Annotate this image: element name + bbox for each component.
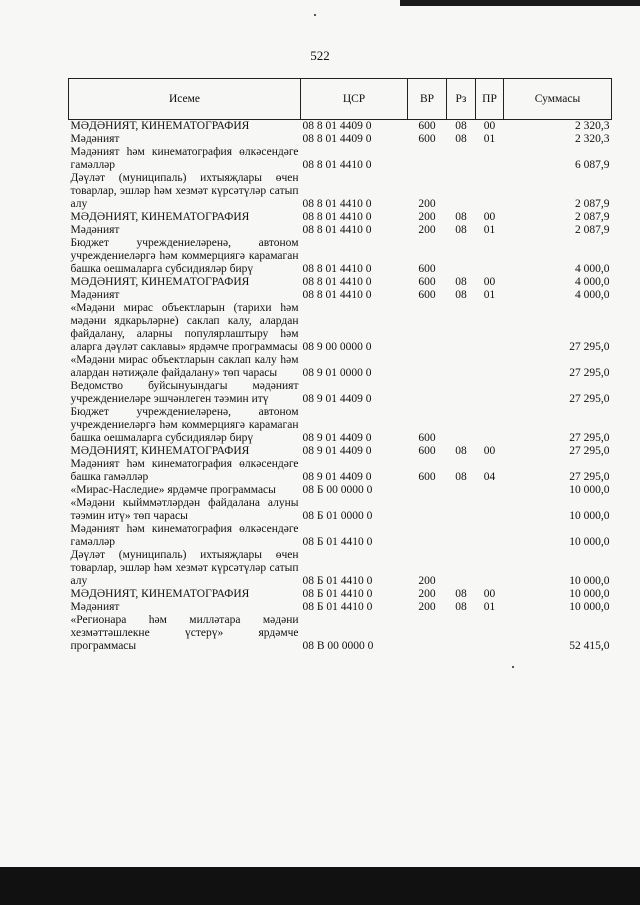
- vr-cell: [408, 497, 447, 523]
- table-row: [69, 497, 612, 523]
- header-pr: ПР: [476, 79, 504, 120]
- table-row: [69, 354, 612, 380]
- csr-cell: 08 8 01 4410 0: [302, 263, 372, 275]
- table-row: [69, 276, 612, 289]
- table-row: [69, 445, 612, 458]
- name-cell: Мәдәният һәм кинематография өлкәсендәге гамәлләр: [70, 523, 299, 548]
- csr-cell: 08 Б 01 4410 0: [302, 575, 373, 587]
- csr-cell: 08 8 01 4410 0: [302, 276, 372, 288]
- rz-cell: 08: [455, 445, 467, 457]
- csr-cell: 08 В 00 0000 0: [302, 640, 374, 652]
- vr-cell: 600: [418, 133, 436, 145]
- csr-cell: 08 8 01 4409 0: [302, 133, 372, 145]
- table-row: [69, 120, 612, 134]
- pr-cell: [476, 172, 504, 211]
- vr-cell: [408, 380, 447, 406]
- scan-speck: [512, 666, 514, 668]
- pr-cell: [476, 146, 504, 172]
- table-row: [69, 484, 612, 497]
- name-cell: Дәүләт (муниципаль) ихтыяҗлары өчен товарлар, эшләр һәм хезмәт күрсәтүләр сатып алу: [70, 172, 299, 210]
- csr-cell: 08 Б 01 4410 0: [302, 601, 373, 613]
- vr-cell: 200: [418, 601, 436, 613]
- pr-cell: [476, 354, 504, 380]
- table-row: [69, 549, 612, 588]
- pr-cell: 00: [483, 588, 496, 600]
- sum-cell: 2 087,9: [575, 224, 610, 236]
- name-cell: Ведомство буйсынуындагы мәдәният учреждениеләре эшчәнлеген тәэмин итү: [70, 380, 299, 405]
- csr-cell: 08 9 01 4409 0: [302, 432, 372, 444]
- vr-cell: 600: [418, 445, 436, 457]
- header-sum: Суммасы: [504, 79, 612, 120]
- rz-cell: [447, 146, 476, 172]
- name-cell: «Мәдәни мирас объектларын саклап калу һәм алардан нәтиҗәле файдалану» төп чарасы: [70, 354, 299, 379]
- table-row: [69, 601, 612, 614]
- sum-cell: 10 000,0: [569, 575, 610, 587]
- pr-cell: 00: [483, 276, 496, 288]
- sum-cell: 27 295,0: [569, 471, 610, 483]
- rz-cell: [447, 380, 476, 406]
- name-cell: «Мәдәни мирас объектларын (тарихи һәм мәдәни ядкарьләрне) саклап калу, алардан файдалану, аларны популярлаштыру һәм аларга дәүләт саклавы» ярдәмче программасы: [70, 302, 299, 353]
- name-cell: МӘДӘНИЯТ, КИНЕМАТОГРАФИЯ: [70, 211, 250, 223]
- csr-cell: 08 Б 00 0000 0: [302, 484, 373, 496]
- pr-cell: 00: [483, 445, 496, 457]
- vr-cell: 600: [418, 432, 436, 444]
- name-cell: Мәдәният: [70, 601, 120, 613]
- sum-cell: 10 000,0: [569, 601, 610, 613]
- sum-cell: 27 295,0: [569, 341, 610, 353]
- rz-cell: 08: [455, 601, 467, 613]
- sum-cell: 4 000,0: [575, 263, 610, 275]
- vr-cell: 600: [418, 120, 436, 132]
- sum-cell: 4 000,0: [575, 289, 610, 301]
- table-row: [69, 172, 612, 211]
- sum-cell: 10 000,0: [569, 536, 610, 548]
- name-cell: МӘДӘНИЯТ, КИНЕМАТОГРАФИЯ: [70, 445, 250, 457]
- rz-cell: 08: [455, 471, 467, 483]
- name-cell: МӘДӘНИЯТ, КИНЕМАТОГРАФИЯ: [70, 120, 250, 132]
- scan-speck: [314, 14, 316, 16]
- rz-cell: [447, 497, 476, 523]
- table-row: [69, 523, 612, 549]
- csr-cell: 08 8 01 4410 0: [302, 159, 372, 171]
- pr-cell: [476, 380, 504, 406]
- scan-edge-bottom: [0, 867, 640, 905]
- scan-edge-top: [400, 0, 640, 6]
- header-vr: ВР: [408, 79, 447, 120]
- csr-cell: 08 Б 01 0000 0: [302, 510, 373, 522]
- vr-cell: 600: [418, 276, 436, 288]
- vr-cell: 600: [418, 289, 436, 301]
- sum-cell: 2 087,9: [575, 198, 610, 210]
- csr-cell: 08 Б 01 4410 0: [302, 588, 373, 600]
- pr-cell: [476, 497, 504, 523]
- vr-cell: [408, 614, 447, 653]
- sum-cell: 52 415,0: [569, 640, 610, 652]
- vr-cell: [408, 523, 447, 549]
- pr-cell: 01: [483, 133, 496, 145]
- table-row: [69, 588, 612, 601]
- rz-cell: 08: [455, 276, 467, 288]
- rz-cell: [447, 237, 476, 276]
- pr-cell: [476, 484, 504, 497]
- rz-cell: [447, 549, 476, 588]
- pr-cell: 01: [483, 224, 496, 236]
- vr-cell: [408, 302, 447, 354]
- sum-cell: 6 087,9: [575, 159, 610, 171]
- csr-cell: 08 8 01 4410 0: [302, 198, 372, 210]
- table-row: [69, 211, 612, 224]
- name-cell: «Мирас-Наследие» ярдәмче программасы: [70, 484, 276, 496]
- vr-cell: 200: [418, 224, 436, 236]
- csr-cell: 08 8 01 4409 0: [302, 120, 372, 132]
- name-cell: Мәдәният һәм кинематография өлкәсендәге башка гамәлләр: [70, 458, 299, 483]
- csr-cell: 08 9 01 0000 0: [302, 367, 372, 379]
- rz-cell: [447, 172, 476, 211]
- pr-cell: 04: [483, 471, 496, 483]
- name-cell: Бюджет учреждениеләренә, автоном учреждениеләргә һәм коммерциягә карамаган башка оешмаларга субсидияләр бирү: [70, 237, 299, 275]
- rz-cell: [447, 523, 476, 549]
- sum-cell: 2 320,3: [575, 120, 610, 132]
- name-cell: Мәдәният: [70, 133, 120, 145]
- rz-cell: [447, 354, 476, 380]
- vr-cell: 600: [418, 471, 436, 483]
- sum-cell: 10 000,0: [569, 588, 610, 600]
- vr-cell: 200: [418, 211, 436, 223]
- csr-cell: 08 9 01 4409 0: [302, 445, 372, 457]
- rz-cell: [447, 614, 476, 653]
- name-cell: «Регионара һәм милләтара мәдәни хезмәттәшлекне үстерү» ярдәмче программасы: [70, 614, 299, 652]
- rz-cell: [447, 406, 476, 445]
- sum-cell: 27 295,0: [569, 393, 610, 405]
- csr-cell: 08 9 01 4409 0: [302, 393, 372, 405]
- name-cell: «Мәдәни кыйммәтләрдән файдалана алуны тәэмин итү» төп чарасы: [70, 497, 299, 522]
- csr-cell: 08 Б 01 4410 0: [302, 536, 373, 548]
- table-row: [69, 289, 612, 302]
- table-row: [69, 146, 612, 172]
- page-number: 522: [310, 48, 330, 63]
- rz-cell: 08: [455, 289, 467, 301]
- table-row: [69, 380, 612, 406]
- table-row: [69, 458, 612, 484]
- rz-cell: 08: [455, 120, 467, 132]
- csr-cell: 08 8 01 4410 0: [302, 289, 372, 301]
- name-cell: Мәдәният: [70, 224, 120, 236]
- sum-cell: 27 295,0: [569, 445, 610, 457]
- sum-cell: 10 000,0: [569, 484, 610, 496]
- header-name: Исеме: [69, 79, 301, 120]
- rz-cell: 08: [455, 211, 467, 223]
- sum-cell: 2 087,9: [575, 211, 610, 223]
- header-csr: ЦСР: [301, 79, 408, 120]
- table-row: [69, 406, 612, 445]
- vr-cell: [408, 354, 447, 380]
- table-row: [69, 224, 612, 237]
- pr-cell: 00: [483, 211, 496, 223]
- header-rz: Рз: [447, 79, 476, 120]
- pr-cell: 01: [483, 601, 496, 613]
- table-row: [69, 302, 612, 354]
- name-cell: Мәдәният һәм кинематография өлкәсендәге гамәлләр: [70, 146, 299, 171]
- table-header-row: [69, 79, 612, 120]
- vr-cell: 200: [418, 198, 436, 210]
- sum-cell: 27 295,0: [569, 432, 610, 444]
- pr-cell: 01: [483, 289, 496, 301]
- sum-cell: 4 000,0: [575, 276, 610, 288]
- vr-cell: 200: [418, 588, 436, 600]
- sum-cell: 2 320,3: [575, 133, 610, 145]
- pr-cell: [476, 237, 504, 276]
- pr-cell: [476, 302, 504, 354]
- rz-cell: 08: [455, 133, 467, 145]
- name-cell: Мәдәният: [70, 289, 120, 301]
- rz-cell: [447, 302, 476, 354]
- pr-cell: [476, 406, 504, 445]
- name-cell: МӘДӘНИЯТ, КИНЕМАТОГРАФИЯ: [70, 276, 250, 288]
- name-cell: МӘДӘНИЯТ, КИНЕМАТОГРАФИЯ: [70, 588, 250, 600]
- table-body: [69, 120, 612, 654]
- sum-cell: 10 000,0: [569, 510, 610, 522]
- budget-table: [68, 78, 612, 653]
- csr-cell: 08 9 01 4409 0: [302, 471, 372, 483]
- rz-cell: 08: [455, 224, 467, 236]
- csr-cell: 08 8 01 4410 0: [302, 224, 372, 236]
- vr-cell: [408, 484, 447, 497]
- sum-cell: 27 295,0: [569, 367, 610, 379]
- name-cell: Дәүләт (муниципаль) ихтыяҗлары өчен товарлар, эшләр һәм хезмәт күрсәтүләр сатып алу: [70, 549, 299, 587]
- name-cell: Бюджет учреждениеләренә, автоном учреждениеләргә һәм коммерциягә карамаган башка оешмаларга субсидияләр бирү: [70, 406, 299, 444]
- csr-cell: 08 8 01 4410 0: [302, 211, 372, 223]
- rz-cell: [447, 484, 476, 497]
- pr-cell: [476, 614, 504, 653]
- table-row: [69, 133, 612, 146]
- pr-cell: [476, 523, 504, 549]
- table-row: [69, 614, 612, 653]
- pr-cell: 00: [483, 120, 496, 132]
- csr-cell: 08 9 00 0000 0: [302, 341, 372, 353]
- pr-cell: [476, 549, 504, 588]
- table-row: [69, 237, 612, 276]
- rz-cell: 08: [455, 588, 467, 600]
- vr-cell: 600: [418, 263, 436, 275]
- vr-cell: [408, 146, 447, 172]
- vr-cell: 200: [418, 575, 436, 587]
